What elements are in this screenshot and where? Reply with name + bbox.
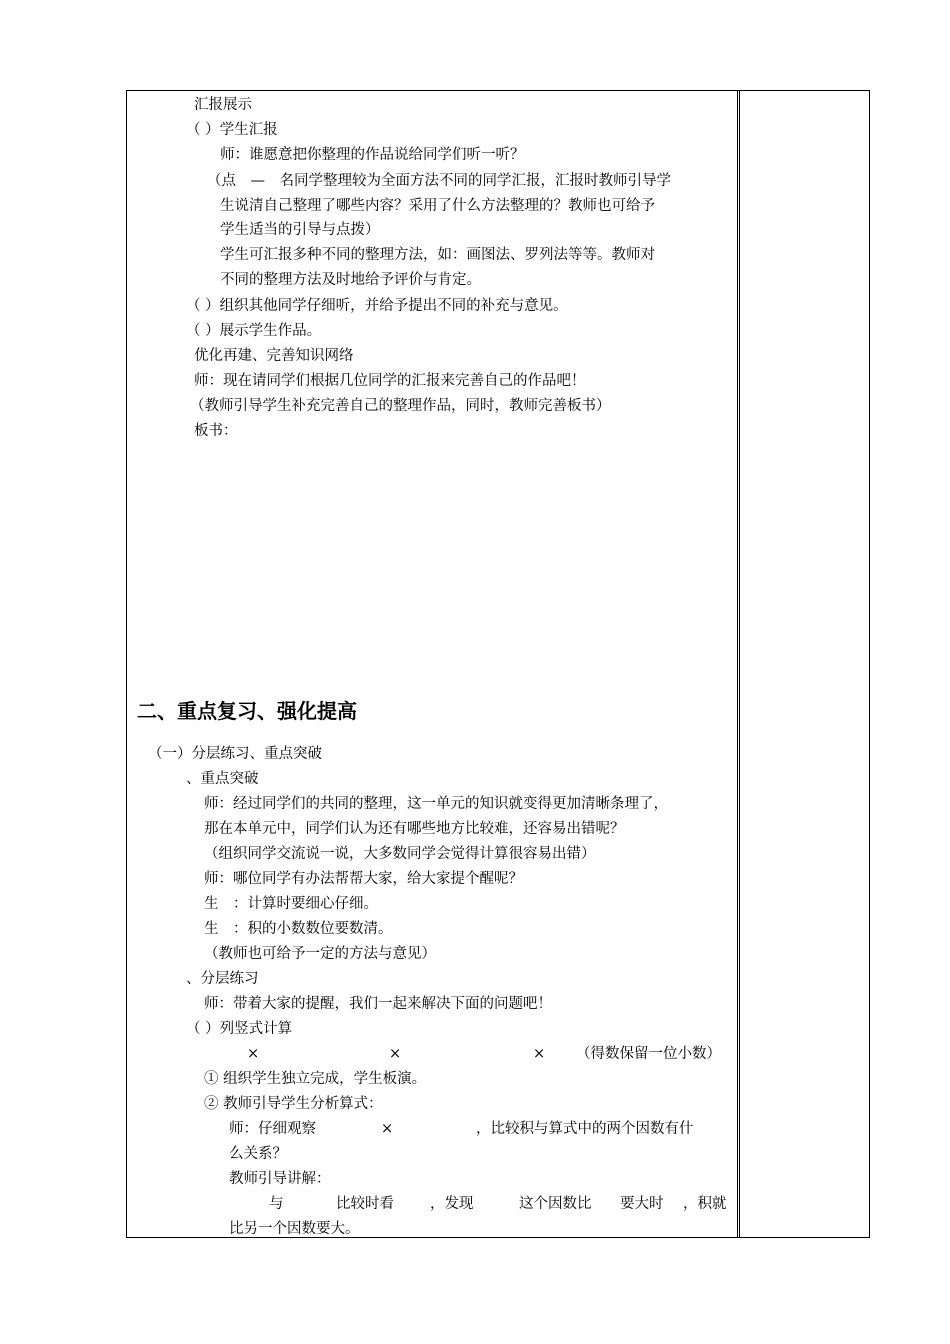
observe-times: ×	[381, 1121, 394, 1137]
line-note-2: 生说清自己整理了哪些内容？采用了什么方法整理的？教师也可给予	[220, 198, 655, 214]
line-methods-1: 学生可汇报多种不同的整理方法，如：画图法、罗列法等等。教师对	[220, 247, 655, 263]
line-teacher-3: 师：哪位同学有办法帮帮大家，给大家提个醒呢？	[204, 871, 523, 887]
line-teacher-guide: （教师引导学生补充完善自己的整理作品，同时，教师完善板书）	[190, 398, 611, 414]
times-sign-3: ×	[533, 1046, 546, 1062]
times-sign-1: ×	[247, 1046, 260, 1062]
compare-bigger: 要大时	[620, 1196, 664, 1212]
column-divider	[737, 90, 738, 1238]
line-teacher-advice: （教师也可给予一定的方法与意见）	[204, 946, 436, 962]
times-sign-2: ×	[389, 1046, 402, 1062]
observe-compare: ，比较积与算式中的两个因数有什	[476, 1121, 694, 1137]
section-heading: 二、重点复习、强化提高	[137, 699, 357, 723]
line-student-1: 生 ：计算时要细心仔细。	[204, 896, 378, 912]
line-step-1: ① 组织学生独立完成，学生板演。	[204, 1071, 427, 1087]
line-step-2: ② 教师引导学生分析算式：	[204, 1096, 383, 1112]
line-teacher-2: 那在本单元中，同学们认为还有哪些地方比较难，还容易出错呢？	[204, 821, 625, 837]
line-show-works: （ ）展示学生作品。	[186, 323, 322, 339]
line-vertical-calc: （ ）列竖式计算	[186, 1021, 293, 1037]
line-conclusion: 比另一个因数要大。	[229, 1221, 360, 1237]
line-student-2: 生 ：积的小数数位要数清。	[204, 921, 393, 937]
compare-look: 比较时看	[336, 1196, 394, 1212]
compare-factor: 这个因数比	[519, 1196, 592, 1212]
line-discuss: （组织同学交流说一说，大多数同学会觉得计算很容易出错）	[204, 846, 596, 862]
compare-and: 与	[269, 1196, 284, 1212]
line-student-report: （ ）学生汇报	[186, 122, 278, 138]
line-teacher-explain: 教师引导讲解：	[229, 1171, 331, 1187]
compare-find: ，发现	[430, 1196, 474, 1212]
line-teacher-1: 师：经过同学们的共同的整理，这一单元的知识就变得更加清晰条理了，	[204, 796, 668, 812]
line-organize-listen: （ ）组织其他同学仔细听，并给予提出不同的补充与意见。	[186, 298, 568, 314]
line-note-1: （点 — 名同学整理较为全面方法不同的同学汇报，汇报时教师引导学	[207, 173, 671, 189]
line-optimize: 优化再建、完善知识网络	[194, 348, 354, 364]
observe-text: 师：仔细观察	[229, 1121, 316, 1137]
calc-note: （得数保留一位小数）	[576, 1046, 721, 1062]
line-note-3: 学生适当的引导与点拨）	[220, 222, 380, 238]
line-teacher-improve: 师：现在请同学们根据几位同学的汇报来完善自己的作品吧！	[194, 373, 586, 389]
line-teacher-4: 师：带着大家的提醒，我们一起来解决下面的问题吧！	[204, 996, 552, 1012]
line-methods-2: 不同的整理方法及时地给予评价与肯定。	[220, 272, 481, 288]
line-key-breakthrough: 、重点突破	[186, 771, 259, 787]
compare-product: ，积就	[683, 1196, 727, 1212]
line-layered-practice: （一）分层练习、重点突破	[148, 746, 322, 762]
line-teacher-ask: 师：谁愿意把你整理的作品说给同学们听一听？	[220, 147, 525, 163]
column-divider	[739, 90, 740, 1238]
line-layered: 、分层练习	[186, 971, 259, 987]
line-blackboard: 板书：	[194, 423, 238, 439]
line-relation: 么关系？	[229, 1146, 287, 1162]
line-report-show: 汇报展示	[194, 97, 252, 113]
